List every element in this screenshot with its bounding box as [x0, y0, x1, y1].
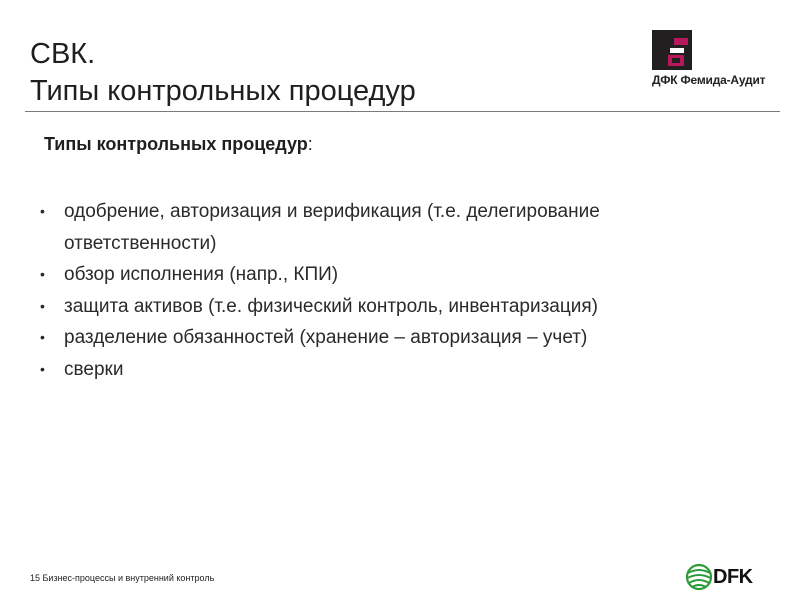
section-heading-text: Типы контрольных процедур: [44, 134, 308, 154]
procedure-list: [40, 196, 740, 385]
company-name: ДФК Фемида-Аудит: [652, 73, 766, 87]
slide-title-line-1: СВК.: [30, 38, 96, 70]
section-heading: [44, 134, 313, 155]
list-item: [40, 322, 740, 354]
section-heading-colon: :: [307, 134, 313, 154]
list-item-text: обзор исполнения (напр., КПИ): [64, 264, 339, 285]
bullet-icon: •: [40, 266, 45, 282]
footer-page-label: 15 Бизнес-процессы и внутренний контроль: [30, 573, 215, 583]
slide-title-line-2: Типы контрольных процедур: [30, 75, 416, 107]
femida-audit-logo-icon: [652, 30, 692, 70]
list-item-text: разделение обязанностей (хранение – авторизация – учет): [64, 327, 588, 348]
dfk-logo-text: DFK: [713, 566, 753, 588]
title-divider: [25, 111, 780, 112]
bullet-icon: •: [40, 297, 45, 314]
list-item: [40, 196, 740, 259]
femida-audit-logo: [647, 26, 775, 96]
list-item: [40, 259, 740, 291]
list-item: [40, 291, 740, 323]
list-item: [40, 354, 740, 386]
bullet-icon: •: [40, 329, 45, 345]
slide-title: [30, 36, 416, 110]
list-item-text: сверки: [64, 358, 124, 380]
bullet-icon: •: [40, 203, 45, 219]
list-item-text: одобрение, авторизация и верификация (т.е. делегирование ответственности): [64, 201, 600, 254]
dfk-globe-icon: [687, 565, 711, 589]
bullet-icon: •: [40, 360, 45, 377]
dfk-logo: [684, 561, 774, 593]
list-item-text: защита активов (т.е. физический контроль, инвентаризация): [64, 295, 598, 317]
